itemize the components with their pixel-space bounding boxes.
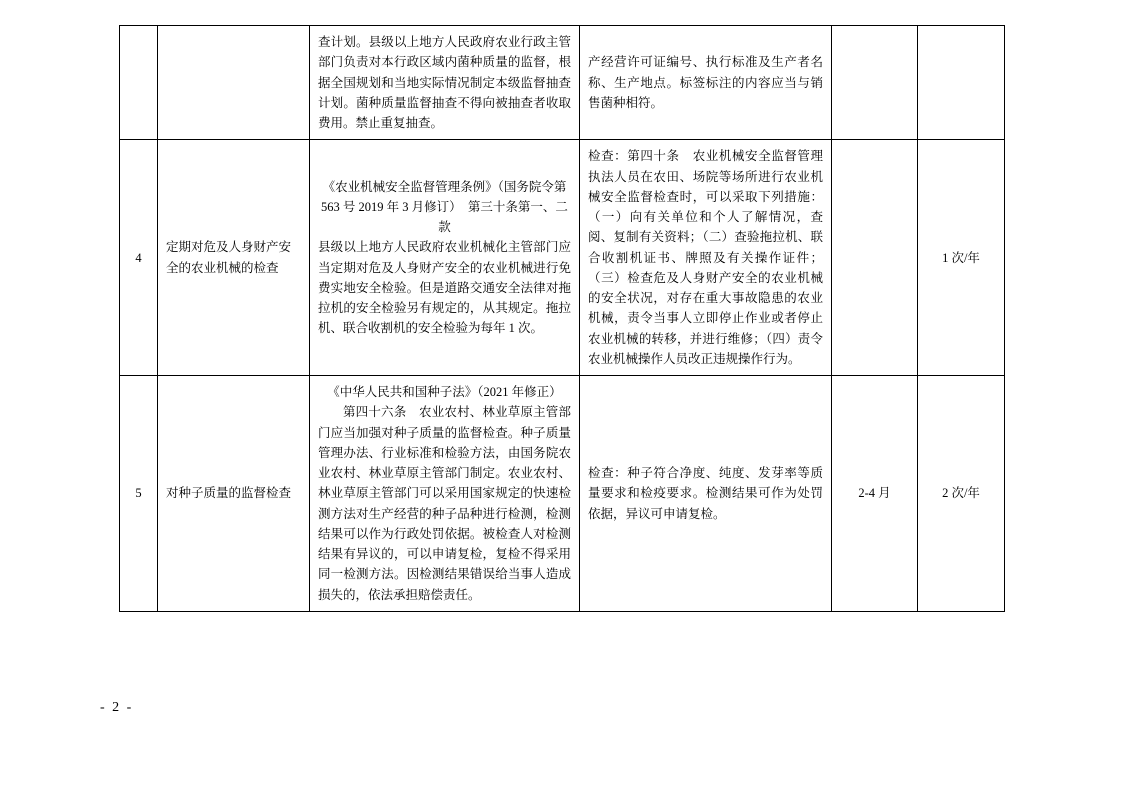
row-basis-cell — [310, 376, 580, 612]
table-row — [120, 26, 1005, 140]
page-number: - 2 - — [100, 700, 134, 715]
row-index-cell — [120, 26, 158, 140]
content-text: 检查：第四十条 农业机械安全监督管理执法人员在农田、场院等场所进行农业机械安全监督检查时，可以采取下列措施：（一）向有关单位和个人了解情况，查阅、复制有关资料；（二）查验拖拉机、联合收割机证书、牌照及有关操作证件；（三）检查危及人身财产安全的农业机械的安全状况，对存在重大事故隐患的农业机械，责令当事人立即停止作业或者停止农业机械的转移，并进行维修；（四）责令农业机械操作人员改正违规操作行为。 — [588, 149, 823, 366]
basis-title: 《农业机械安全监督管理条例》（国务院令第 563 号 2019 年 3 月修订） 第三十条第一、二款 — [321, 179, 568, 235]
row-basis-cell — [310, 140, 580, 376]
row-frequency-cell — [918, 26, 1005, 140]
row-time-cell: 2-4 月 — [832, 376, 918, 612]
row-basis-cell — [310, 26, 580, 140]
table-row — [120, 140, 1005, 376]
row-name-cell: 定期对危及人身财产安全的农业机械的检查 — [158, 140, 310, 376]
basis-title: 《中华人民共和国种子法》（2021 年修正） — [327, 385, 562, 399]
inspection-table — [119, 25, 1005, 612]
content-text: 产经营许可证编号、执行标准及生产者名称、生产地点。标签标注的内容应当与销售菌种相符。 — [588, 55, 823, 110]
basis-text: 县级以上地方人民政府农业机械化主管部门应当定期对危及人身财产安全的农业机械进行免费实地安全检验。但是道路交通安全法律对拖拉机的安全检验另有规定的，从其规定。拖拉机、联合收割机的安全检验为每年 1 次。 — [318, 240, 571, 336]
row-content-cell — [580, 140, 832, 376]
basis-text: 查计划。县级以上地方人民政府农业行政主管部门负责对本行政区域内菌种质量的监督，根据全国规划和当地实际情况制定本级监督抽查计划。菌种质量监督抽查不得向被抽查者收取费用。禁止重复抽查。 — [318, 35, 571, 130]
row-content-cell — [580, 26, 832, 140]
basis-text: 第四十六条 农业农村、林业草原主管部门应当加强对种子质量的监督检查。种子质量管理办法、行业标准和检验方法，由国务院农业农村、林业草原主管部门制定。农业农村、林业草原主管部门可以采用国家规定的快速检测方法对生产经营的种子品种进行检测，检测结果可以作为行政处罚依据。被检查人对检测结果有异议的，可以申请复检，复检不得采用同一检测方法。因检测结果错误给当事人造成损失的，依法承担赔偿责任。 — [318, 405, 571, 602]
row-time-cell — [832, 26, 918, 140]
row-name-cell: 对种子质量的监督检查 — [158, 376, 310, 612]
row-frequency-cell: 2 次/年 — [918, 376, 1005, 612]
content-text: 检查：种子符合净度、纯度、发芽率等质量要求和检疫要求。检测结果可作为处罚依据，异议可申请复检。 — [588, 466, 823, 521]
row-frequency-cell: 1 次/年 — [918, 140, 1005, 376]
row-index-cell: 5 — [120, 376, 158, 612]
table-row — [120, 376, 1005, 612]
row-time-cell — [832, 140, 918, 376]
row-index-cell: 4 — [120, 140, 158, 376]
row-content-cell — [580, 376, 832, 612]
row-name-cell — [158, 26, 310, 140]
